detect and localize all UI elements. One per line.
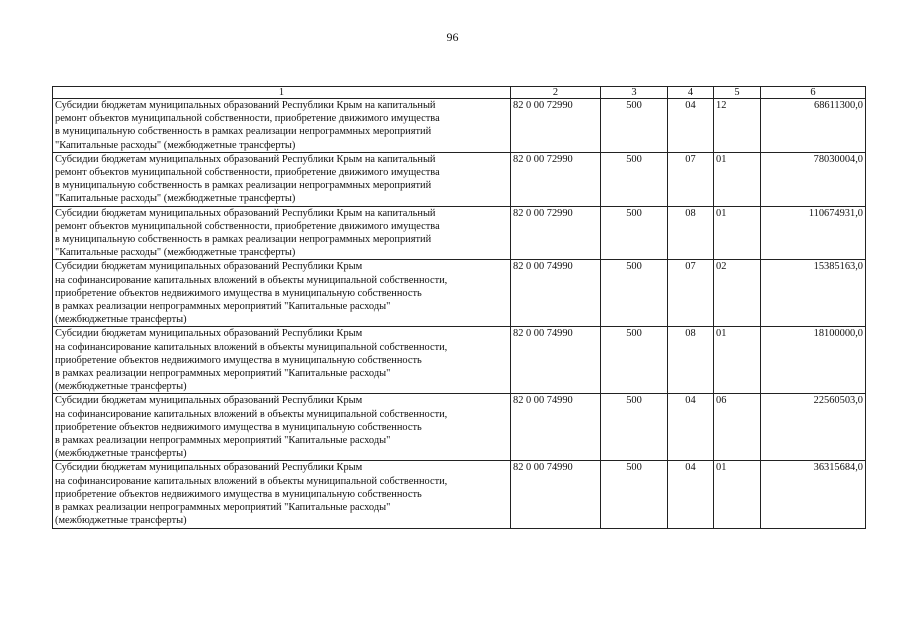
row-amount: 15385163,0 bbox=[761, 260, 866, 327]
row-description bbox=[53, 206, 511, 260]
page-number: 96 bbox=[446, 30, 459, 44]
header-row bbox=[53, 87, 866, 99]
row-type: 500 bbox=[601, 260, 668, 327]
table-row bbox=[53, 461, 866, 528]
row-amount: 22560503,0 bbox=[761, 394, 866, 461]
description-line: (межбюджетные трансферты) bbox=[55, 515, 187, 527]
row-type: 500 bbox=[601, 461, 668, 528]
row-section: 07 bbox=[668, 260, 714, 327]
row-code: 82 0 00 74990 bbox=[511, 327, 601, 394]
description-line: "Капитальные расходы" (межбюджетные трансферты) bbox=[55, 193, 296, 205]
row-section: 08 bbox=[668, 327, 714, 394]
description-line: приобретение объектов недвижимого имущества в муниципальную собственность bbox=[55, 421, 422, 433]
header-col-4: 4 bbox=[668, 87, 714, 99]
row-type: 500 bbox=[601, 327, 668, 394]
row-description bbox=[53, 461, 511, 528]
description-line: ремонт объектов муниципальной собственности, приобретение движимого имущества bbox=[55, 167, 440, 179]
description-line: в рамках реализации непрограммных мероприятий "Капитальные расходы" bbox=[55, 435, 391, 447]
row-type: 500 bbox=[601, 152, 668, 206]
description-line: Субсидии бюджетам муниципальных образований Республики Крым на капитальный bbox=[55, 100, 436, 111]
row-subsection: 01 bbox=[714, 152, 761, 206]
description-line: на софинансирование капитальных вложений в объекты муниципальной собственности, bbox=[55, 408, 448, 420]
header-col-3: 3 bbox=[601, 87, 668, 99]
row-amount: 18100000,0 bbox=[761, 327, 866, 394]
description-line: (межбюджетные трансферты) bbox=[55, 314, 187, 326]
description-line: на софинансирование капитальных вложений в объекты муниципальной собственности, bbox=[55, 274, 448, 286]
description-line: Субсидии бюджетам муниципальных образований Республики Крым на капитальный bbox=[55, 153, 436, 165]
row-amount: 78030004,0 bbox=[761, 152, 866, 206]
row-amount: 110674931,0 bbox=[761, 206, 866, 260]
description-line: в рамках реализации непрограммных мероприятий "Капитальные расходы" bbox=[55, 502, 391, 514]
description-line: Субсидии бюджетам муниципальных образований Республики Крым bbox=[55, 328, 363, 340]
row-code: 82 0 00 74990 bbox=[511, 461, 601, 528]
description-line: ремонт объектов муниципальной собственности, приобретение движимого имущества bbox=[55, 113, 440, 125]
row-description bbox=[53, 152, 511, 206]
description-line: на софинансирование капитальных вложений в объекты муниципальной собственности, bbox=[55, 475, 448, 487]
row-type: 500 bbox=[601, 206, 668, 260]
header-col-5: 5 bbox=[714, 87, 761, 99]
row-type: 500 bbox=[601, 99, 668, 153]
description-line: Субсидии бюджетам муниципальных образований Республики Крым на капитальный bbox=[55, 207, 436, 219]
row-section: 07 bbox=[668, 152, 714, 206]
header-col-1: 1 bbox=[53, 87, 511, 99]
description-line: приобретение объектов недвижимого имущества в муниципальную собственность bbox=[55, 354, 422, 366]
row-description bbox=[53, 99, 511, 153]
row-section: 04 bbox=[668, 99, 714, 153]
description-line: "Капитальные расходы" (межбюджетные трансферты) bbox=[55, 139, 296, 151]
description-line: в рамках реализации непрограммных мероприятий "Капитальные расходы" bbox=[55, 301, 391, 313]
description-line: в рамках реализации непрограммных мероприятий "Капитальные расходы" bbox=[55, 368, 391, 380]
description-line: "Капитальные расходы" (межбюджетные трансферты) bbox=[55, 247, 296, 259]
description-line: в муниципальную собственность в рамках реализации непрограммных мероприятий bbox=[55, 126, 432, 138]
description-line: (межбюджетные трансферты) bbox=[55, 381, 187, 393]
row-subsection: 01 bbox=[714, 206, 761, 260]
table-row bbox=[53, 327, 866, 394]
row-section: 08 bbox=[668, 206, 714, 260]
description-line: Субсидии бюджетам муниципальных образований Республики Крым bbox=[55, 462, 363, 474]
row-code: 82 0 00 72990 bbox=[511, 99, 601, 153]
description-line: в муниципальную собственность в рамках реализации непрограммных мероприятий bbox=[55, 180, 432, 192]
row-description bbox=[53, 327, 511, 394]
row-code: 82 0 00 74990 bbox=[511, 260, 601, 327]
row-type: 500 bbox=[601, 394, 668, 461]
row-subsection: 06 bbox=[714, 394, 761, 461]
row-subsection: 01 bbox=[714, 327, 761, 394]
header-col-2: 2 bbox=[511, 87, 601, 99]
row-subsection: 02 bbox=[714, 260, 761, 327]
row-subsection: 01 bbox=[714, 461, 761, 528]
row-description bbox=[53, 260, 511, 327]
row-section: 04 bbox=[668, 461, 714, 528]
row-section: 04 bbox=[668, 394, 714, 461]
header-col-6: 6 bbox=[761, 87, 866, 99]
description-line: ремонт объектов муниципальной собственности, приобретение движимого имущества bbox=[55, 220, 440, 232]
description-line: Субсидии бюджетам муниципальных образований Республики Крым bbox=[55, 395, 363, 407]
row-description bbox=[53, 394, 511, 461]
description-line: на софинансирование капитальных вложений в объекты муниципальной собственности, bbox=[55, 341, 448, 353]
row-amount: 36315684,0 bbox=[761, 461, 866, 528]
table-row bbox=[53, 260, 866, 327]
row-code: 82 0 00 72990 bbox=[511, 152, 601, 206]
table-row bbox=[53, 206, 866, 260]
budget-table bbox=[52, 86, 866, 529]
row-amount: 68611300,0 bbox=[761, 99, 866, 153]
table-row bbox=[53, 99, 866, 153]
description-line: Субсидии бюджетам муниципальных образований Республики Крым bbox=[55, 261, 363, 273]
description-line: в муниципальную собственность в рамках реализации непрограммных мероприятий bbox=[55, 234, 432, 246]
row-code: 82 0 00 74990 bbox=[511, 394, 601, 461]
description-line: приобретение объектов недвижимого имущества в муниципальную собственность bbox=[55, 488, 422, 500]
description-line: приобретение объектов недвижимого имущества в муниципальную собственность bbox=[55, 287, 422, 299]
table-row bbox=[53, 152, 866, 206]
table-row bbox=[53, 394, 866, 461]
description-line: (межбюджетные трансферты) bbox=[55, 448, 187, 460]
row-subsection: 12 bbox=[714, 99, 761, 153]
row-code: 82 0 00 72990 bbox=[511, 206, 601, 260]
